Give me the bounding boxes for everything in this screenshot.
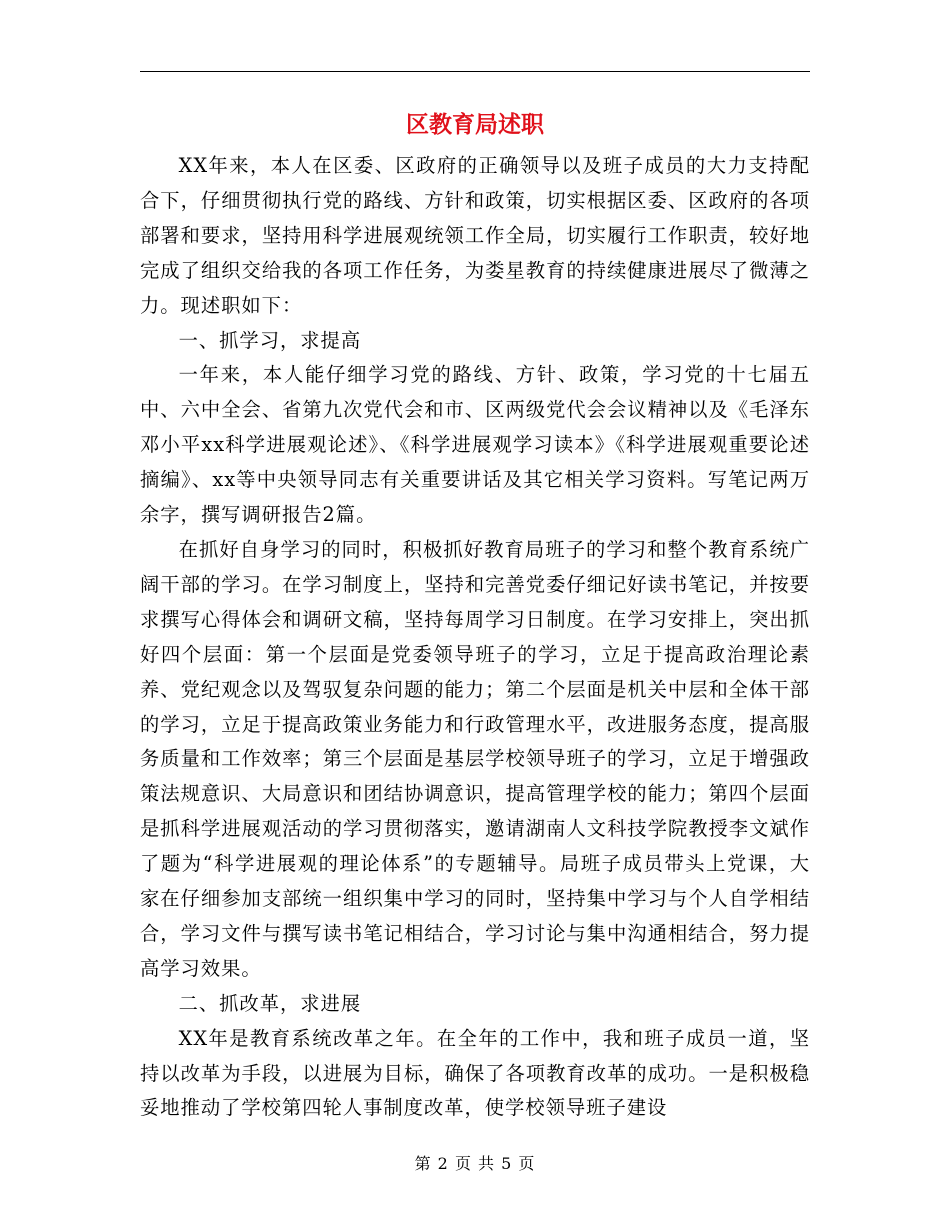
paragraph-study-team: 在抓好自身学习的同时，积极抓好教育局班子的学习和整个教育系统广阔干部的学习。在学习制度上，坚持和完善党委仔细记好读书笔记，并按要求撰写心得体会和调研文稿，坚持每周学习日制度。在学习安排上，突出抓好四个层面：第一个层面是党委领导班子的学习，立足于提高政治理论素养、党纪观念以及驾驭复杂问题的能力；第二个层面是机关中层和全体干部的学习，立足于提高政策业务能力和行政管理水平，改进服务态度，提高服务质量和工作效率；第三个层面是基层学校领导班子的学习，立足于增强政策法规意识、大局意识和团结协调意识，提高管理学校的能力；第四个层面是抓科学进展观活动的学习贯彻落实，邀请湖南人文科技学院教授李文斌作了题为“科学进展观的理论体系”的专题辅导。局班子成员带头上党课，大家在仔细参加支部统一组织集中学习的同时，坚持集中学习与个人自学相结合，学习文件与撰写读书笔记相结合，学习讨论与集中沟通相结合，努力提高学习效果。 [140, 537, 810, 980]
paragraph-study-self: 一年来，本人能仔细学习党的路线、方针、政策，学习党的十七届五中、六中全会、省第九次党代会和市、区两级党代会会议精神以及《毛泽东邓小平xx科学进展观论述》、《科学进展观学习读本》《科学进展观重要论述摘编》、xx等中央领导同志有关重要讲话及其它相关学习资料。写笔记两万余字，撰写调研报告2篇。 [140, 363, 810, 527]
paragraph-intro: XX年来，本人在区委、区政府的正确领导以及班子成员的大力支持配合下，仔细贯彻执行党的路线、方针和政策，切实根据区委、区政府的各项部署和要求，坚持用科学进展观统领工作全局，切实履行工作职责，较好地完成了组织交给我的各项工作任务，为娄星教育的持续健康进展尽了微薄之力。现述职如下： [140, 154, 810, 317]
document-body [140, 149, 810, 1126]
page-number: 第 2 页 共 5 页 [414, 1154, 536, 1173]
section-heading-study: 一、抓学习，求提高 [178, 328, 362, 352]
paragraph-reform: XX年是教育系统改革之年。在全年的工作中，我和班子成员一道，坚持以改革为手段，以进展为目标，确保了各项教育改革的成功。一是积极稳妥地推动了学校第四轮人事制度改革，使学校领导班子建设 [140, 1026, 810, 1120]
header-rule [140, 71, 810, 72]
document-title: 区教育局述职 [406, 112, 544, 138]
section-heading-reform: 二、抓改革，求进展 [178, 991, 362, 1015]
